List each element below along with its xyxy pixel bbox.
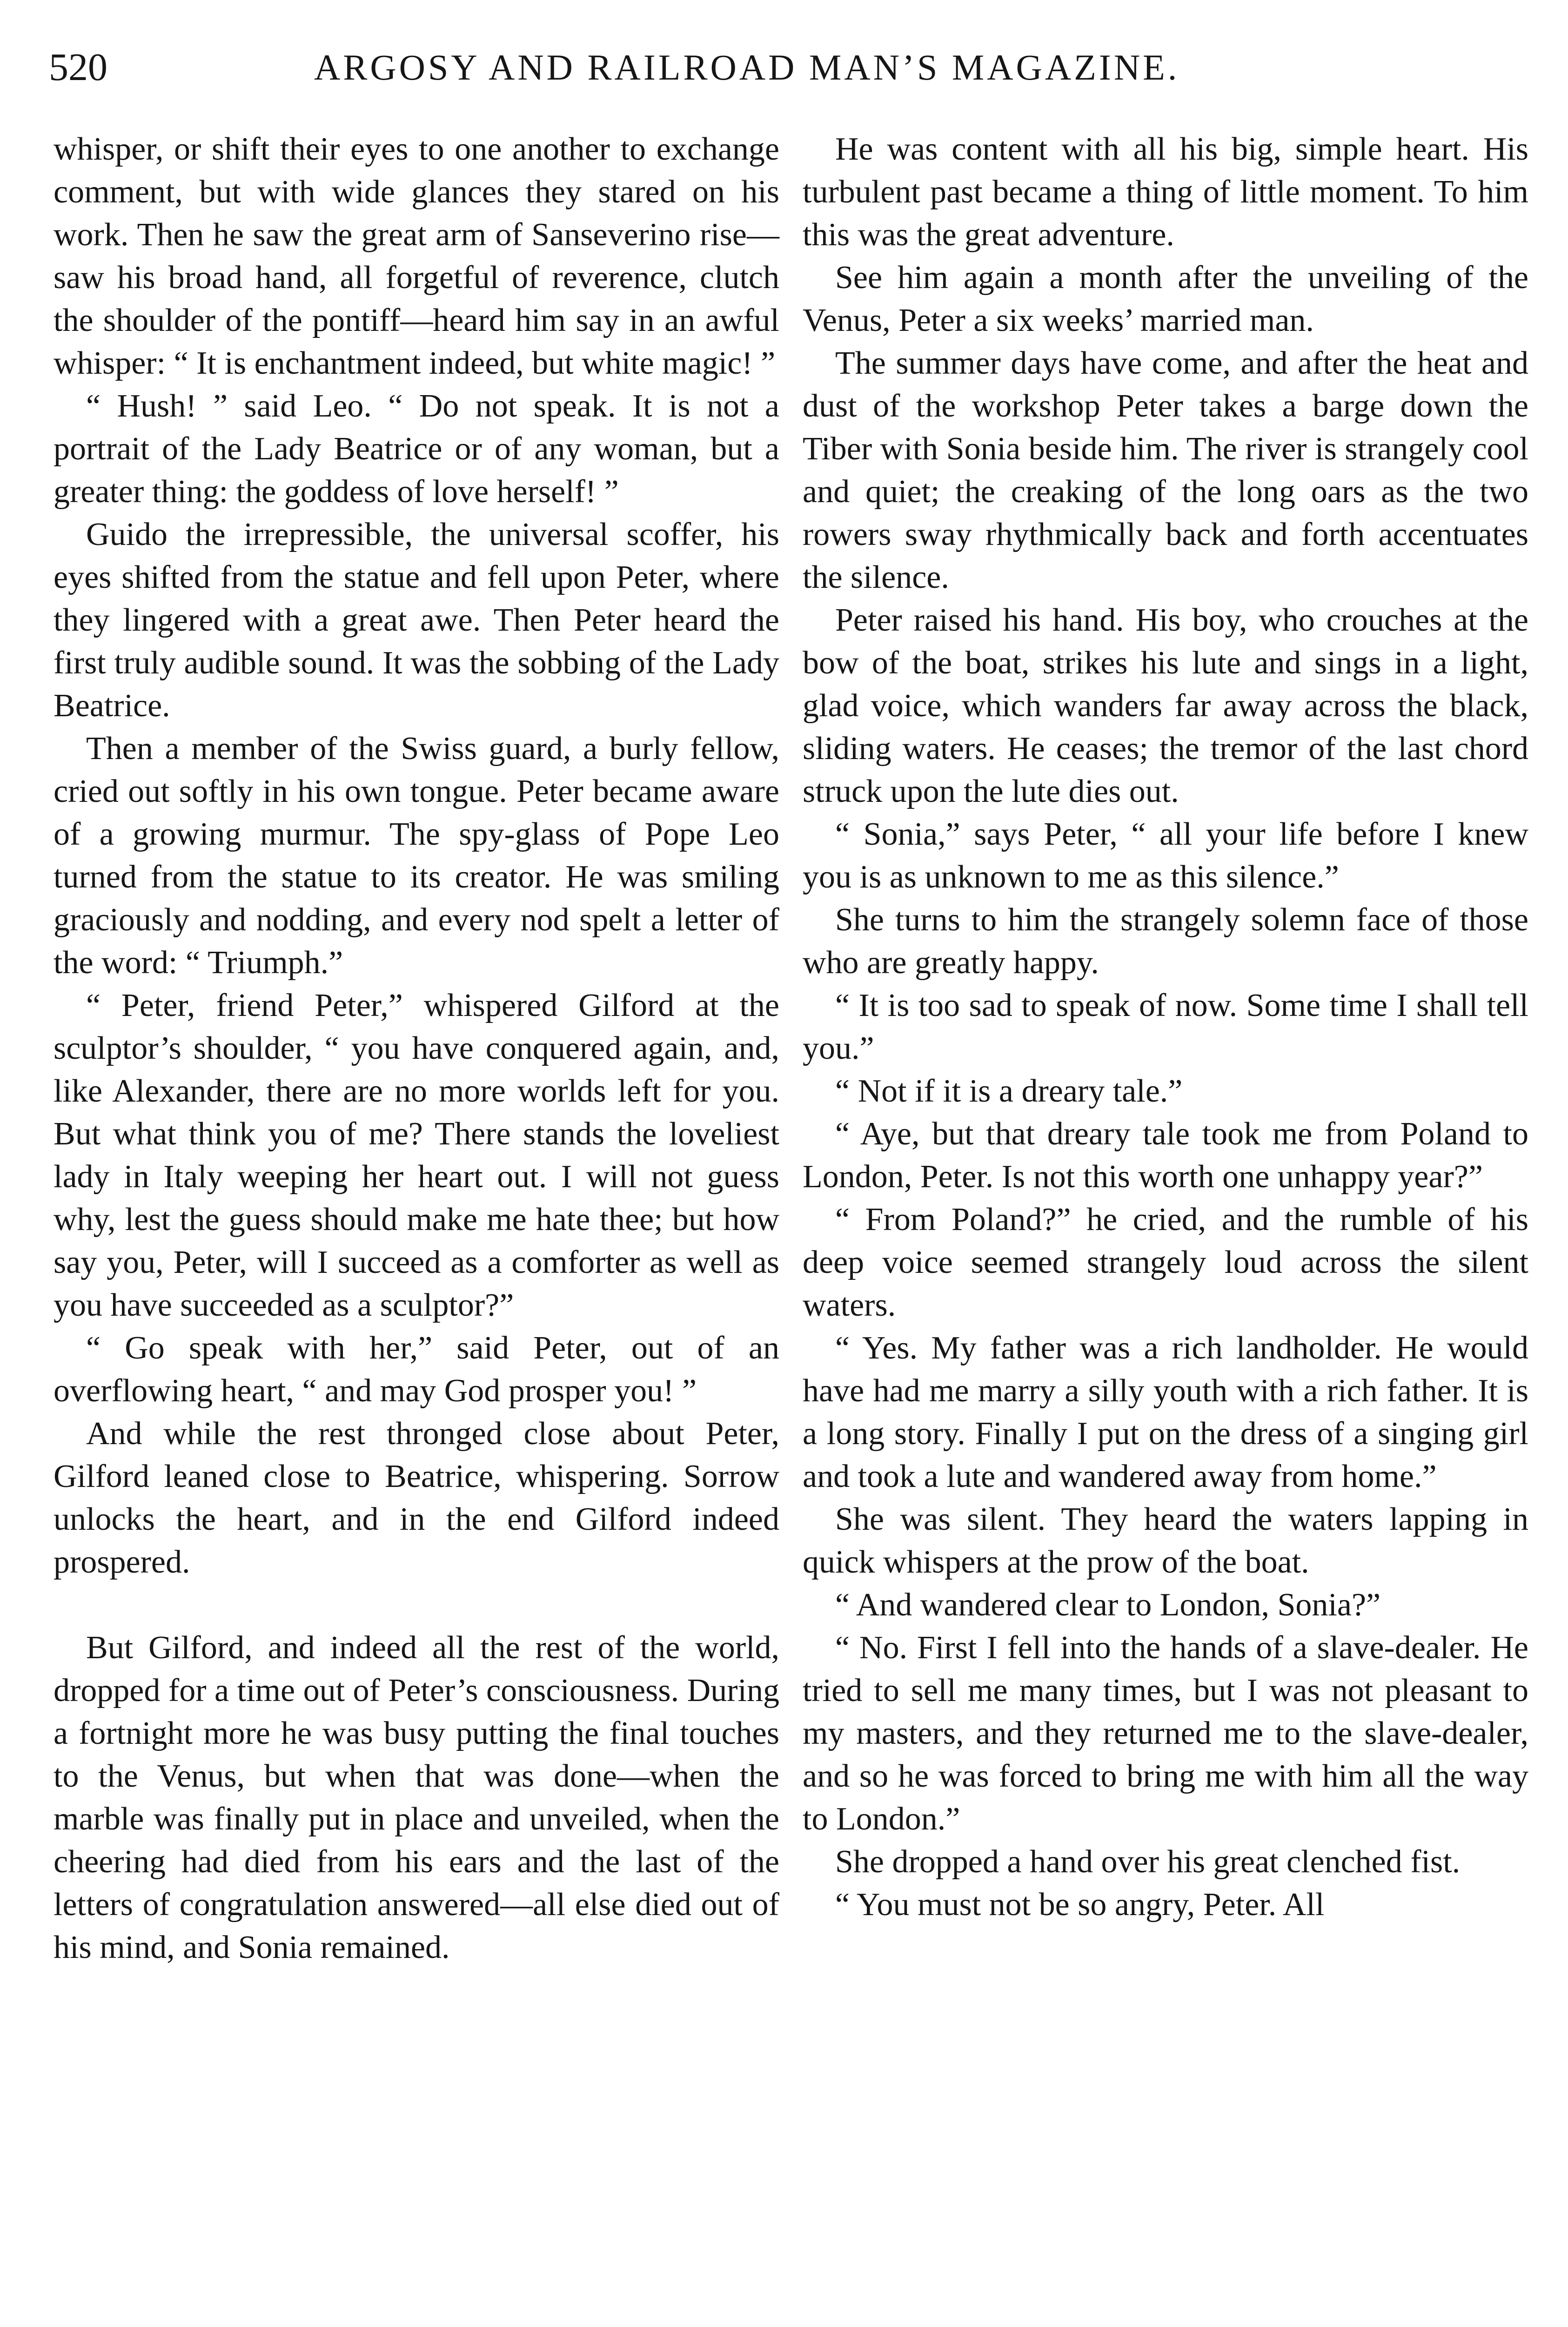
- paragraph: Then a member of the Swiss guard, a burly fellow, cried out softly in his own tongue. Peter became aware of a growing murmur. The spy-glass of Pope Leo turned from the statue to its creator. He was smiling graciously and nodding, and every nod spelt a letter of the word: “ Triumph.”: [54, 731, 779, 981]
- left-column: [54, 128, 779, 1969]
- paragraph: “ Yes. My father was a rich landholder. He would have had me marry a silly youth with a rich father. It is a long story. Finally I put on the dress of a singing girl and took a lute and wandered away from home.”: [803, 1330, 1528, 1494]
- paragraph: He was content with all his big, simple heart. His turbulent past became a thing of little moment. To him this was the great adventure.: [803, 131, 1528, 253]
- page-number: 520: [49, 46, 107, 89]
- paragraph: But Gilford, and indeed all the rest of the world, dropped for a time out of Peter’s consciousness. During a fortnight more he was busy putting the final touches to the Venus, but when that was done—when the marble was finally put in place and unveiled, when the cheering had died from his ears and the last of the letters of congratulation answered—all else died out of his mind, and Sonia remained.: [54, 1630, 779, 1965]
- running-head: ARGOSY AND RAILROAD MAN’S MAGAZINE.: [314, 47, 1180, 87]
- paragraph: See him again a month after the unveiling of the Venus, Peter a six weeks’ married man.: [803, 260, 1528, 338]
- paragraph: “ And wandered clear to London, Sonia?”: [835, 1587, 1381, 1623]
- right-column: [803, 128, 1528, 1926]
- paragraph: “ Hush! ” said Leo. “ Do not speak. It is not a portrait of the Lady Beatrice or of any woman, but a greater thing: the goddess of love herself! ”: [54, 388, 779, 510]
- paragraph: She turns to him the strangely solemn face of those who are greatly happy.: [803, 902, 1528, 981]
- paragraph: “ Go speak with her,” said Peter, out of an overflowing heart, “ and may God prosper you! ”: [54, 1330, 779, 1409]
- paragraph: “ Not if it is a dreary tale.”: [835, 1073, 1183, 1109]
- paragraph: Guido the irrepressible, the universal scoffer, his eyes shifted from the statue and fell upon Peter, where they lingered with a great awe. Then Peter heard the first truly audible sound. It was the sobbing of the Lady Beatrice.: [54, 517, 779, 724]
- paragraph: She dropped a hand over his great clenched fist.: [835, 1844, 1461, 1880]
- paragraph: “ It is too sad to speak of now. Some time I shall tell you.”: [803, 988, 1528, 1066]
- paragraph: “ Sonia,” says Peter, “ all your life before I knew you is as unknown to me as this silence.”: [803, 816, 1528, 895]
- paragraph: “ From Poland?” he cried, and the rumble of his deep voice seemed strangely loud across the silent waters.: [803, 1202, 1528, 1323]
- paragraph: “ No. First I fell into the hands of a slave-dealer. He tried to sell me many times, but I was not pleasant to my masters, and they returned me to the slave-dealer, and so he was forced to bring me with him all the way to London.”: [803, 1630, 1528, 1837]
- paragraph: “ You must not be so angry, Peter. All: [835, 1887, 1325, 1923]
- page-header: [49, 42, 1519, 93]
- paragraph: She was silent. They heard the waters lapping in quick whispers at the prow of the boat.: [803, 1501, 1528, 1580]
- paragraph: And while the rest thronged close about Peter, Gilford leaned close to Beatrice, whispering. Sorrow unlocks the heart, and in the end Gilford indeed prospered.: [54, 1416, 779, 1580]
- paragraph: “ Peter, friend Peter,” whispered Gilford at the sculptor’s shoulder, “ you have conquered again, and, like Alexander, there are no more worlds left for you. But what think you of me? There stands the loveliest lady in Italy weeping her heart out. I will not guess why, lest the guess should make me hate thee; but how say you, Peter, will I succeed as a comforter as well as you have succeeded as a sculptor?”: [54, 988, 779, 1323]
- paragraph: “ Aye, but that dreary tale took me from Poland to London, Peter. Is not this worth one unhappy year?”: [803, 1116, 1528, 1195]
- section-break: [54, 1584, 779, 1627]
- paragraph: whisper, or shift their eyes to one another to exchange comment, but with wide glances they stared on his work. Then he saw the great arm of Sanseverino rise—saw his broad hand, all forgetful of reverence, clutch the shoulder of the pontiff—heard him say in an awful whisper: “ It is enchantment indeed, but white magic! ”: [54, 131, 779, 381]
- paragraph: Peter raised his hand. His boy, who crouches at the bow of the boat, strikes his lute and sings in a light, glad voice, which wanders far away across the black, sliding waters. He ceases; the tremor of the last chord struck upon the lute dies out.: [803, 602, 1528, 809]
- paragraph: The summer days have come, and after the heat and dust of the workshop Peter takes a barge down the Tiber with Sonia beside him. The river is strangely cool and quiet; the creaking of the long oars as the two rowers sway rhythmically back and forth accentuates the silence.: [803, 345, 1528, 595]
